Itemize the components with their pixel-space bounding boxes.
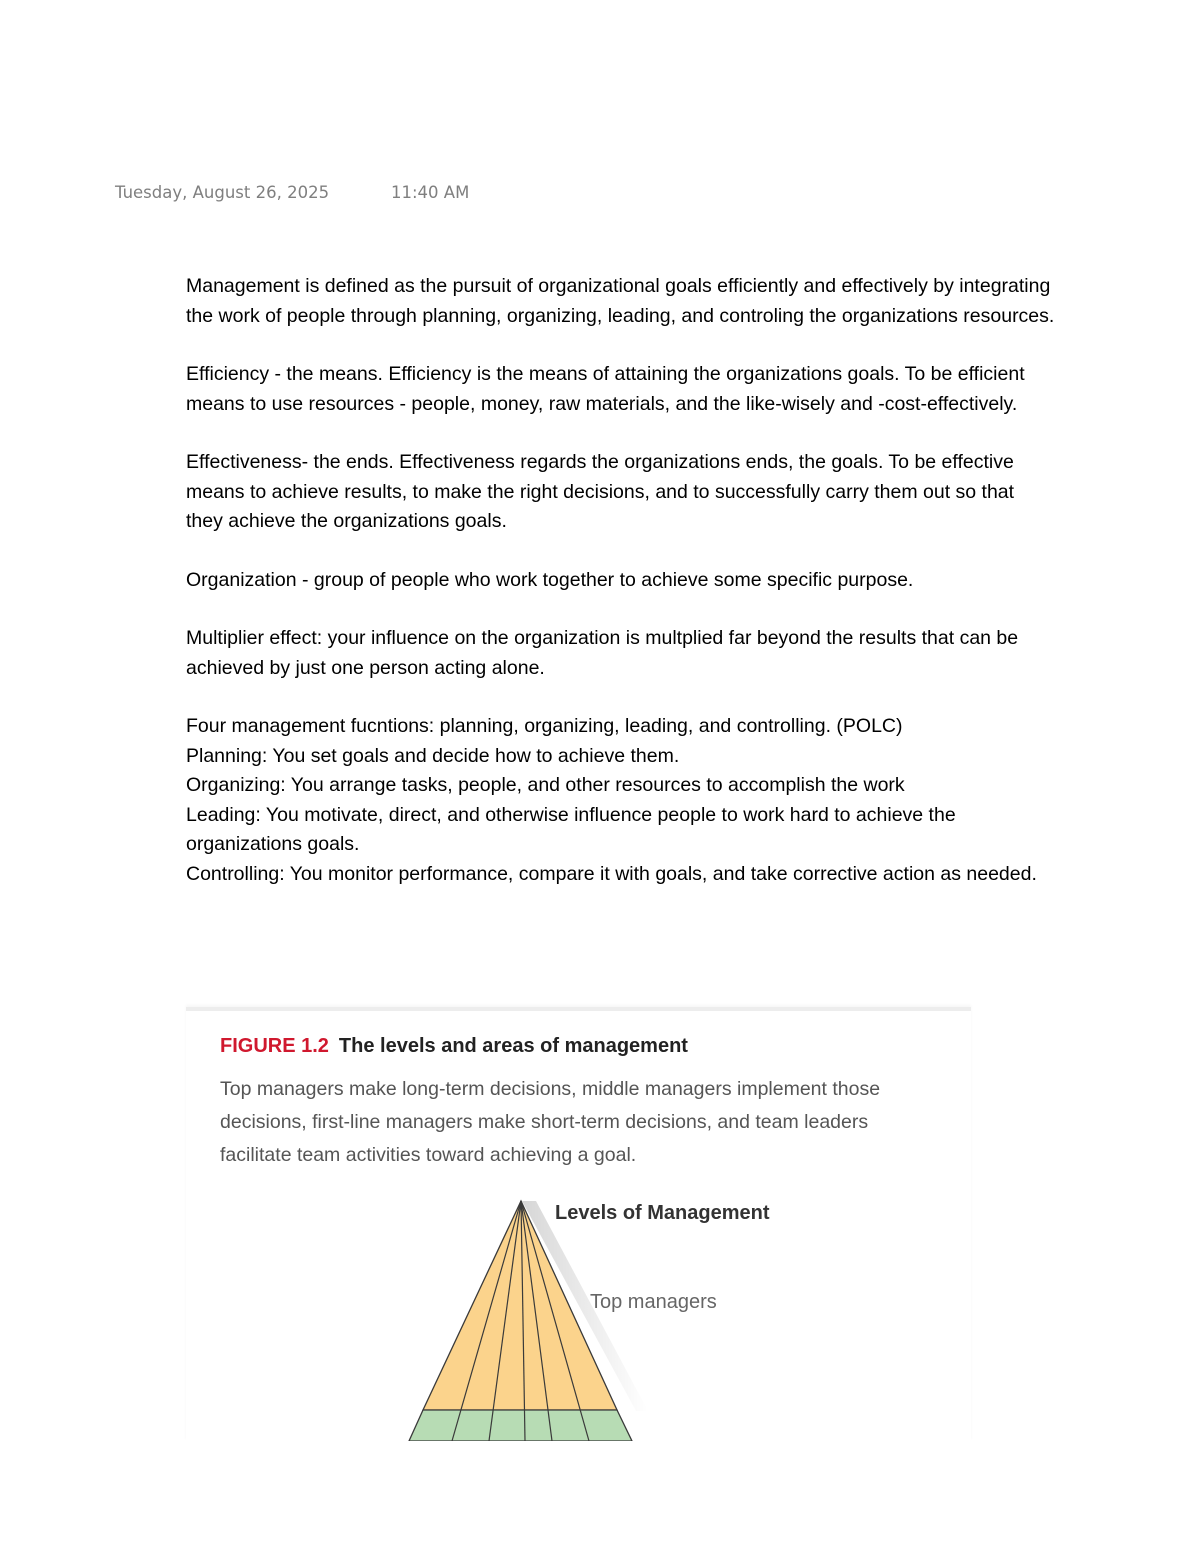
leading-function: Leading: You motivate, direct, and otherwise influence people to work hard to achieve the organizations goals. bbox=[186, 803, 956, 855]
four-functions: Four management fucntions: planning, organizing, leading, and controlling. (POLC) bbox=[186, 715, 903, 737]
note-body bbox=[186, 272, 1056, 889]
pyramid-heading: Levels of Management bbox=[555, 1202, 770, 1224]
efficiency-definition: Efficiency - the means. Efficiency is the means of attaining the organizations goals. To be efficient means to use resources - people, money, raw materials, and the like-wisely and -cost-effectively. bbox=[186, 363, 1025, 415]
organizing-function: Organizing: You arrange tasks, people, and other resources to accomplish the work bbox=[186, 774, 905, 796]
note-date: Tuesday, August 26, 2025 bbox=[115, 183, 330, 202]
organization-definition: Organization - group of people who work together to achieve some specific purpose. bbox=[186, 568, 914, 591]
note-time: 11:40 AM bbox=[391, 183, 470, 202]
management-definition: Management is defined as the pursuit of organizational goals efficiently and effectively by integrating the work of people through planning, organizing, leading, and controling the organizations resources. bbox=[186, 275, 1055, 327]
multiplier-effect: Multiplier effect: your influence on the organization is multplied far beyond the results that can be achieved by just one person acting alone. bbox=[186, 627, 1019, 679]
effectiveness-definition: Effectiveness- the ends. Effectiveness regards the organizations ends, the goals. To be effective means to achieve results, to make the right decisions, and to successfully carry them out so that they achieve the organizations goals. bbox=[186, 451, 1015, 532]
management-pyramid bbox=[186, 1011, 971, 1441]
planning-function: Planning: You set goals and decide how to achieve them. bbox=[186, 744, 680, 767]
controlling-function: Controlling: You monitor performance, compare it with goals, and take corrective action as needed. bbox=[186, 862, 1037, 885]
figure-caption: Top managers make long-term decisions, middle managers implement those decisions, first-line managers make short-term decisions, and team leaders facilitate team activities toward achieving a goal. bbox=[220, 1078, 881, 1166]
figure-number: FIGURE 1.2 bbox=[220, 1035, 329, 1057]
top-managers-label: Top managers bbox=[590, 1291, 717, 1313]
middle-managers-tier bbox=[409, 1410, 632, 1441]
figure-image bbox=[186, 1007, 971, 1441]
figure-name: The levels and areas of management bbox=[338, 1035, 688, 1057]
